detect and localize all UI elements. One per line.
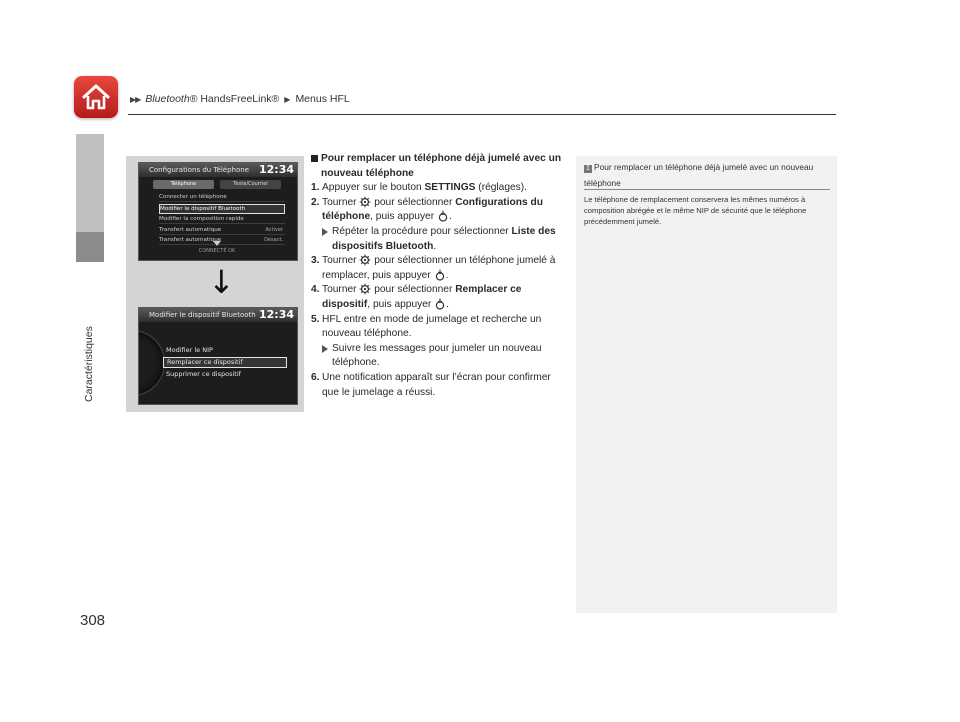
screen-tabs (153, 180, 281, 189)
interface-dial-icon (359, 196, 371, 208)
note-reference-number: 1 (584, 165, 592, 173)
section-heading: Pour remplacer un téléphone déjà jumelé avec un nouveau téléphone (311, 152, 563, 181)
substep-arrow-icon (322, 345, 328, 353)
interface-dial-icon (359, 283, 371, 295)
dial-press-icon (434, 269, 446, 281)
menu-item[interactable]: Modifier la composition rapide (159, 215, 285, 224)
screen-status-bar: CONNECTÉ OK (198, 248, 236, 254)
screen-title: Configurations du Téléphone (139, 163, 297, 177)
step-5-substep: Suivre les messages pour jumeler un nouveau téléphone. (311, 342, 563, 371)
header-divider (128, 114, 836, 115)
screen-clock: 12:34 (258, 163, 294, 176)
sidebar-tab-active (76, 232, 104, 262)
tab-text-email[interactable]: Texte/Courriel (220, 180, 281, 189)
menu-item[interactable]: Transfert automatique Activer (159, 226, 283, 233)
menu-item-selected[interactable]: Remplacer ce dispositif (163, 357, 287, 368)
breadcrumb-arrow-icon: ▶▶ (130, 94, 141, 104)
arrow-down-icon: ↓ (208, 263, 235, 301)
substep-arrow-icon (322, 228, 328, 236)
step-4: 4. Tourner pour sélectionner Remplacer ce dispositif, puis appuyer . (311, 284, 522, 310)
modify-bluetooth-device-screen (138, 307, 298, 405)
note-panel (576, 156, 837, 613)
home-icon (81, 83, 111, 111)
interface-dial-icon (359, 254, 371, 266)
menu-item[interactable]: Modifier le NIP (166, 346, 213, 354)
step-5: 5. HFL entre en mode de jumelage et recherche un nouveau téléphone. (311, 313, 542, 340)
instruction-steps (311, 152, 563, 400)
dial-press-icon (434, 298, 446, 310)
step-2-substep: Répéter la procédure pour sélectionner Liste des dispositifs Bluetooth. (311, 225, 563, 254)
breadcrumb-item-bluetooth[interactable]: Bluetooth® HandsFreeLink® (145, 93, 280, 105)
sidebar-section-label: Caractéristiques (83, 326, 95, 402)
dial-arc-graphic (138, 330, 165, 396)
step-6: 6. Une notification apparaît sur l’écran pour confirmer que le jumelage a réussi. (311, 371, 551, 398)
note-body: Le téléphone de remplacement conservera les mêmes numéros à composition abrégée et le même NIP de sécurité que le téléphone précédemment jumelé. (584, 195, 807, 226)
phone-settings-screen (138, 162, 298, 261)
step-2: 2. Tourner pour sélectionner Configurations du téléphone, puis appuyer . (311, 196, 543, 223)
menu-item[interactable]: Transfert automatique Désact. (159, 237, 283, 244)
breadcrumb-item-menus[interactable]: Menus HFL (295, 93, 350, 105)
note-divider (584, 189, 830, 190)
heading-bullet-icon (311, 155, 318, 162)
step-1: 1. Appuyer sur le bouton SETTINGS (réglages). (311, 182, 527, 194)
page-number: 308 (80, 612, 106, 629)
dial-press-icon (437, 210, 449, 222)
screenshots-panel (126, 156, 304, 412)
breadcrumb-arrow-icon: ▶ (284, 94, 291, 104)
menu-item[interactable]: Supprimer ce dispositif (166, 370, 241, 378)
screen-menu-list (159, 193, 285, 247)
menu-item-selected[interactable]: Modifier le dispositif Bluetooth (159, 204, 285, 214)
breadcrumb (130, 93, 350, 105)
screen-title: Modifier le dispositif Bluetooth (139, 308, 297, 322)
screen-menu-list (163, 346, 287, 381)
chevron-down-icon (213, 241, 221, 246)
sidebar-tab (76, 134, 104, 234)
screen-clock: 12:34 (258, 308, 294, 321)
step-3: 3. Tourner pour sélectionner un téléphone jumelé à remplacer, puis appuyer . (311, 255, 556, 281)
menu-item[interactable]: Connecter un téléphone (159, 193, 285, 202)
tab-telephone[interactable]: Téléphone (153, 180, 214, 189)
note-title: 1 Pour remplacer un téléphone déjà jumelé avec un nouveau téléphone (584, 162, 814, 188)
home-button[interactable] (74, 76, 118, 118)
